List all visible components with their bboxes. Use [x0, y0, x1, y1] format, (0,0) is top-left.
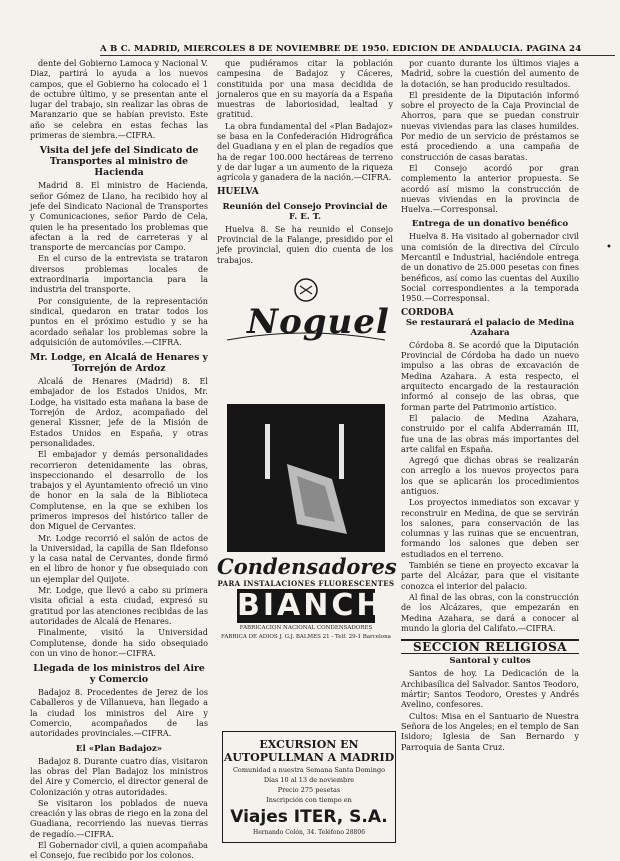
location-huelva: HUELVA — [217, 186, 259, 197]
article-text: Finalmente, visitó la Universidad Complutense, donde ha sido obsequiado con un vino de honor.—CIFRA. — [30, 627, 208, 658]
article-text: El presidente de la Diputación informó sobre el proyecto de la Caja Provincial de Ahorros, para que se puedan construir nuevas viviendas para las clases humildes. Por medio de un servicio de préstamos se está procediendo a una campaña de construcción de casas baratas. — [401, 89, 579, 162]
headline-consejo: Reunión del Consejo Provincial de F. E. T. — [222, 201, 388, 222]
page-header: A B C. MADRID, MIERCOLES 8 DE NOVIEMBRE DE 1950. EDICION DE ANDALUCIA. PAGINA 24 — [100, 44, 615, 56]
ad-brand-bianchi: BIANCHI — [237, 588, 399, 623]
ad-brand-line: PARA INSTALACIONES FLUORESCENTES — [217, 579, 395, 588]
article-text: La obra fundamental del «Plan Badajoz» se basa en la Confederación Hidrográfica del Guadiana y en el plan de regadíos que ha de regar 100.000 hectáreas de terreno y de dar lugar a un aumento de la riqueza agrícola y ganadera de la nación.—CIFRA. — [217, 120, 393, 183]
ad-brand-condensadores: Condensadores — [217, 554, 397, 579]
article-text: Santos de hoy. La Dedicación de la Archibasílica del Salvador. Santos Teodoro, mártir; Santos Teodoro, Orestes y Andrés Avelino, confesores. — [401, 668, 579, 710]
column-middle — [217, 58, 393, 263]
article-text: Al final de las obras, con la construcción de los Alcázares, que empezarán en Medina Azahara, se dará a conocer al mundo la gloria del Califato.—CIFRA. — [401, 591, 579, 633]
ad-iter-dates: Días 10 al 13 de noviembre — [263, 776, 355, 784]
column-left — [30, 58, 208, 861]
ad-iter-address: Hernando Colón, 34. Teléfono 28806 — [252, 829, 366, 836]
ad-logo-band — [217, 268, 395, 348]
article-text: Por consiguiente, de la representación sindical, quedaron en tratar todos los puntos en el próximo estudio y se ha acordado señalar los problemas sobre la adquisición de automóviles.—CIFRA. — [30, 295, 208, 347]
headline-transportes: Visita del jefe del Sindicato de Transportes al ministro de Hacienda — [39, 145, 199, 179]
article-text: Agregó que dichas obras se realizarán con arreglo a los nuevos proyectos para los que se aplicarán los procedimientos antiguos. — [401, 455, 579, 496]
headline-donativo: Entrega de un donativo benéfico — [411, 219, 569, 230]
ad-iter-line2: AUTOPULLMAN A MADRID — [223, 751, 395, 764]
ad-iter-brand: Viajes ITER, S.A. — [230, 807, 388, 827]
ad-fine-print: FABRICACION NACIONAL CONDENSADORES — [239, 625, 373, 631]
article-text: El palacio de Medina Azahara, construido por el califa Abderramán III, fue una de las obras más importantes del arte califal en España. — [401, 412, 579, 454]
article-text: Huelva 8. Se ha reunido el Consejo Provincial de la Falange, presidido por el jefe provincial, quien dio cuenta de los trabajos. — [217, 223, 393, 265]
margin-mark-icon: • — [606, 242, 612, 253]
article-text: Los proyectos inmediatos son excavar y reconstruir en Medina, de que se servirán los salones, para conservación de las columnas y las ruinas que se encuentran, formando los salones que deben ser estudiados en el terreno. — [401, 497, 579, 559]
ad-lamp-image — [227, 404, 385, 552]
headline-medina-azahara: Se restaurará el palacio de Medina Azahara — [405, 317, 575, 338]
article-text: dente del Gobierno Lamoca y Nacional V. Diaz, partirá lo ayuda a los nuevos campos, que el Gobierno ha colocado el 1 de octubre último, y se presentan ante el lugar del trabajo, sin realizar las obras de Maranzario que se habían previsto. Este año se celebra en estas fechas las primeras de siembra.—CIFRA. — [30, 58, 208, 141]
location-cordoba: CORDOBA — [401, 307, 454, 318]
ad-fine-print-address: FABRICA DE ADIOS J. G.J. BALMES 21 - Telf. 29-1 Barcelona — [221, 634, 391, 640]
article-text: que pudiéramos citar la población campesina de Badajoz y Cáceres, constituida por una masa decidida de jornaleros que en su mayoría da a España muestras de laboriosidad, lealtad y gratitud. — [217, 58, 393, 120]
article-text: El embajador y demás personalidades recorrieron detenidamente las obras, inspeccionando el desarrollo de los trabajos y el Ayuntamiento ofreció un vino de honor en la sala de la Biblioteca Complutense, en la que se exhiben los primeros impresos del histórico taller de don Miguel de Cervantes. — [30, 449, 208, 532]
ad-iter-line1: EXCURSION EN — [259, 738, 359, 751]
headline-ministros: Llegada de los ministros del Aire y Comercio — [33, 663, 205, 686]
ad-iter-price: Precio 275 pesetas — [277, 786, 341, 794]
article-text: El Consejo acordó por gran complemento la anterior propuesta. Se acordó así mismo la construcción de nuevas viviendas en la provincia de Huelva.—Corresponsal. — [401, 162, 579, 215]
advertisement-viajes-iter — [222, 731, 396, 843]
article-text: El Gobernador civil, a quien acompañaba el Consejo, fue recibido por los colonos. — [30, 840, 208, 861]
column-right — [401, 58, 579, 843]
ad-logo-script: Noguel — [247, 302, 390, 342]
article-text: Mr. Lodge recorrió el salón de actos de la Universidad, la capilla de San Ildefonso y la casa natal de Cervantes, donde firmó en el libro de honor y fue obsequiado con un ejemplar del Quijote. — [30, 532, 208, 584]
headline-santoral: Santoral y cultos — [449, 656, 531, 667]
article-text: Badajoz 8. Procedentes de Jerez de los Caballeros y de Villanueva, han llegado a la ciudad los ministros del Aire y Comercio, acompañados de las autoridades provinciales.—CIFRA. — [30, 687, 208, 739]
ad-iter-signup: Inscripción con tiempo en — [266, 796, 352, 804]
article-text: Huelva 8. Ha visitado al gobernador civil una comisión de la directiva del Círculo Mercantil e Industrial, haciéndole entrega de un donativo de 25.000 pesetas con fines benéficos, así como las cuentas del Auxilio Social correspondientes a la temporada 1950.—Corresponsal. — [401, 231, 579, 304]
advertisement-bianchi — [217, 268, 399, 723]
article-text: Cultos: Misa en el Santuario de Nuestra Señora de los Angeles; en el templo de San Isidoro; Iglesia de San Bernardo y Parroquia de Santa Cruz. — [401, 710, 579, 752]
article-text: Badajoz 8. Durante cuatro días, visitaron las obras del Plan Badajoz los ministros del Aire y Comercio, el director general de Colonización y otras autoridades. — [30, 755, 208, 797]
article-text: Córdoba 8. Se acordó que la Diputación Provincial de Córdoba ha dado un nuevo impulso a las obras de excavación de Medina Azahara. A esta respecto, el arquitecto encargado de la restauración informó al consejo de las obras, que forman parte del Patrimonio artístico. — [401, 339, 579, 412]
article-text: También se tiene en proyecto excavar la parte del Alcázar, para que el visitante conozca el interior del palacio. — [401, 560, 579, 591]
article-text: por cuanto durante los últimos viajes a Madrid, sobre la cuestión del aumento de la dotación, se han producido resultados. — [401, 58, 579, 89]
article-text: En el curso de la entrevista se trataron diversos problemas locales de extraordinaria importancia para la industria del transporte. — [30, 253, 208, 295]
section-religiosa-title: SECCION RELIGIOSA — [401, 639, 579, 654]
article-text: Se visitaron los poblados de nueva creación y las obras de riego en la zona del Guadiana, recorriendo las nuevas tierras de regadío.—CIFRA. — [30, 797, 208, 839]
ad-lamp-graphic — [227, 404, 385, 552]
headline-lodge: Mr. Lodge, en Alcalá de Henares y Torrejón de Ardoz — [30, 352, 208, 375]
headline-plan-badajoz: El «Plan Badajoz» — [75, 743, 163, 754]
article-text: Mr. Lodge, que llevó a cabo su primera visita oficial a esta ciudad, expresó su gratitud por las atenciones recibidas de las autoridades de Alcalá de Henares. — [30, 585, 208, 626]
article-text: Madrid 8. El ministro de Hacienda, señor Gómez de Llano, ha recibido hoy al jefe del Sindicato Nacional de Transportes y Comunicaciones, señor Pardo de Cela, quien le ha presentado los problemas que afectan a la red de carreteras y al transporte de mercancías por Campo. — [30, 180, 208, 253]
article-text: Alcalá de Henares (Madrid) 8. El embajador de los Estados Unidos, Mr. Lodge, ha visitado esta mañana la base de Torrejón de Ardoz, acompañado del general Kissner, jefe de la Misión de Estados Unidos en España, y otras personalidades. — [30, 376, 208, 448]
ad-iter-line3: Comunidad a nuestra Semana Santa Domingo — [232, 766, 386, 774]
